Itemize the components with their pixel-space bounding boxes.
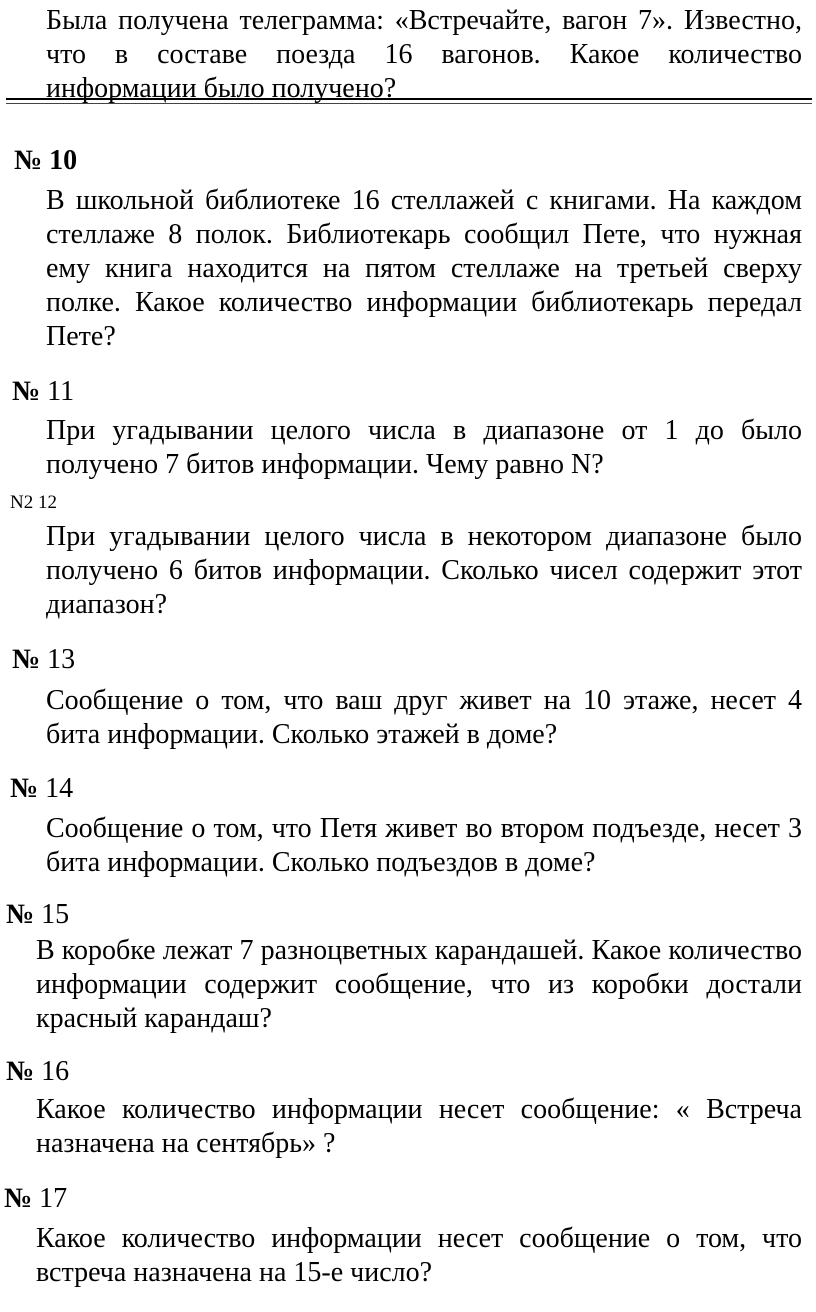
problem-heading-16 xyxy=(6,1055,69,1089)
problem-number: 12 xyxy=(37,492,57,513)
problem-number: 14 xyxy=(45,773,74,804)
divider-line xyxy=(6,98,812,100)
number-sign: N2 xyxy=(10,492,34,513)
number-sign: № xyxy=(6,1056,35,1087)
problem-heading-11 xyxy=(12,375,74,409)
problem-number: 11 xyxy=(47,376,75,407)
number-sign: № xyxy=(10,773,39,804)
problem-text-13: Сообщение о том, что ваш друг живет на 10 этаже, несет 4 бита информации. Сколько этажей в доме? xyxy=(46,685,802,750)
problem-heading-10 xyxy=(14,144,77,178)
problem-number: 15 xyxy=(41,899,70,930)
number-sign: № xyxy=(4,1183,33,1214)
problem-text-10: В школьной библиотеке 16 стеллажей с книгами. На каждом стеллаже 8 полок. Библиотекарь сообщил Пете, что нужная ему книга находится на пятом стеллаже на третьей сверху полке. Какое количество информации библиотекарь передал Пете? xyxy=(46,185,802,352)
number-sign: № xyxy=(6,899,35,930)
problem-heading-17 xyxy=(4,1182,67,1216)
problem-number: 10 xyxy=(49,145,78,176)
problem-heading-13 xyxy=(12,643,75,677)
divider-line-secondary xyxy=(6,103,812,104)
problem-text-11: При угадывании целого числа в диапазоне от 1 до было получено 7 битов информации. Чему равно N? xyxy=(46,415,802,480)
problem-number: 16 xyxy=(41,1056,70,1087)
intro-problem-text: Была получена телеграмма: «Встречайте, вагон 7». Известно, что в составе поезда 16 вагонов. Какое количество информации было получено? xyxy=(46,5,802,104)
problem-text-14: Сообщение о том, что Петя живет во втором подъезде, несет 3 бита информации. Сколько подъездов в доме? xyxy=(46,813,802,878)
number-sign: № xyxy=(12,644,41,675)
problem-text-16: Какое количество информации несет сообщение: « Встреча назначена на сентябрь» ? xyxy=(36,1094,802,1159)
problem-number: 13 xyxy=(47,644,76,675)
problem-heading-12 xyxy=(10,492,57,514)
problem-number: 17 xyxy=(39,1183,68,1214)
problem-heading-14 xyxy=(10,772,73,806)
problem-text-12: При угадывании целого числа в некотором диапазоне было получено 6 битов информации. Сколько чисел содержит этот диапазон? xyxy=(46,521,802,620)
problem-heading-15 xyxy=(6,898,69,932)
problem-text-15: В коробке лежат 7 разноцветных карандашей. Какое количество информации содержит сообщение, что из коробки достали красный карандаш? xyxy=(36,935,802,1034)
problem-text-17: Какое количество информации несет сообщение о том, что встреча назначена на 15-е число? xyxy=(36,1223,802,1288)
number-sign: № xyxy=(12,376,41,407)
number-sign: № xyxy=(14,145,43,176)
